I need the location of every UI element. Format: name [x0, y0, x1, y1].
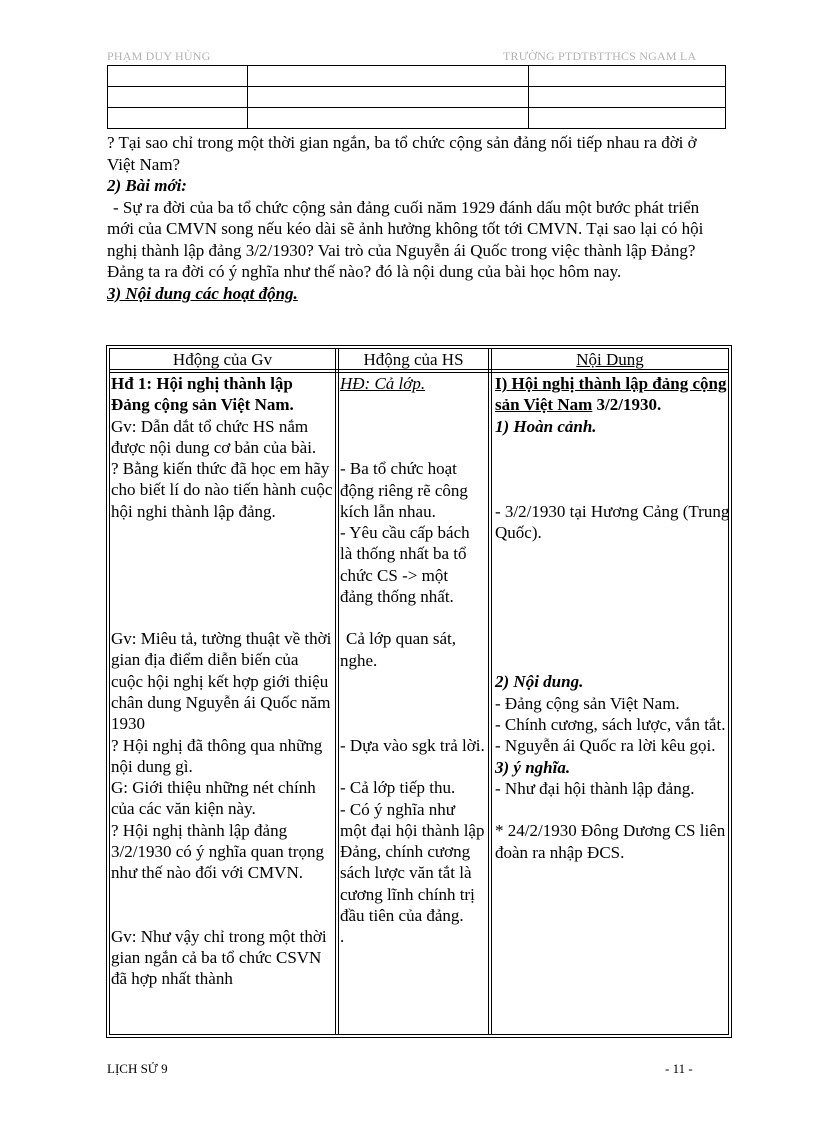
- nd-heading-context: 1) Hoàn cảnh.: [495, 416, 597, 436]
- nd-text: * 24/2/1930 Đông Dương CS liên đoàn ra nhập ĐCS.: [495, 821, 726, 862]
- nd-title-main: I) Hội nghị thành lập đảng cộng sản Việt Nam: [495, 374, 727, 415]
- section-new-lesson-title: 2) Bài mới:: [107, 176, 187, 195]
- column-divider: [488, 348, 492, 1035]
- section-new-lesson-text: - Sự ra đời của ba tổ chức cộng sản đảng cuối năm 1929 đánh dấu một bước phát triển mới của CMVN song nếu kéo dài sẽ ảnh hưởng không tốt tới CMVN. Tại sao lại có hội nghị thành lập đảng 3/2/1930? Vai trò của Nguyễn ái Quốc trong việc thành lập Đảng? Đảng ta ra đời có ý nghĩa như thế nào? đó là nội dung của bài học hôm nay.: [107, 197, 704, 281]
- table-cell: [108, 66, 248, 87]
- header-gv: Hđộng của Gv: [172, 350, 273, 369]
- nd-text: - 3/2/1930 tại Hương Cảng (Trung Quốc).: [495, 501, 730, 543]
- hs-text: .: [340, 927, 345, 947]
- hs-text: Cả lớp quan sát, nghe.: [340, 629, 457, 670]
- table-cell: [529, 87, 726, 108]
- nd-text: - Đảng cộng sản Việt Nam.: [495, 693, 680, 713]
- nd-text: - Nguyễn ái Quốc ra lời kêu gọi.: [495, 736, 716, 756]
- hs-text: - Dựa vào sgk trả lời.: [340, 735, 485, 755]
- activities-table: [106, 345, 732, 1038]
- gv-text: ? Hội nghị thành lập đảng 3/2/1930 có ý nghĩa quan trọng như thế nào đối với CMVN.: [111, 820, 324, 883]
- nd-heading-content: 2) Nội dung.: [495, 672, 584, 692]
- gv-activity-title: Hđ 1: Hội nghị thành lập Đảng cộng sản Việt Nam.: [111, 374, 294, 415]
- intro-question: ? Tại sao chỉ trong một thời gian ngắn, ba tổ chức cộng sản đảng nối tiếp nhau ra đời ở Việt Nam?: [107, 133, 697, 174]
- column-gv: [111, 373, 334, 990]
- hs-text: - Ba tổ chức hoạt động riêng rẽ công kích lẫn nhau.: [340, 459, 468, 521]
- table-cell: [108, 108, 248, 129]
- table-cell: [108, 87, 248, 108]
- hs-text: - Có ý nghĩa như một đại hội thành lập Đảng, chính cương sách lược văn tắt là cương lĩnh chính trị đầu tiên của đảng.: [340, 799, 485, 926]
- gv-text: G: Giới thiệu những nét chính của các văn kiện này.: [111, 778, 316, 819]
- column-divider: [335, 348, 339, 1035]
- hs-text: - Cả lớp tiếp thu.: [340, 778, 456, 798]
- column-noi-dung: [495, 373, 731, 863]
- gv-text: ? Hội nghị đã thông qua những nội dung gì.: [111, 735, 323, 776]
- footer-page-number: - 11 -: [665, 1061, 693, 1076]
- gv-text: Gv: Dẫn dắt tổ chức HS nắm được nội dung cơ bản của bài.: [111, 416, 317, 457]
- footer-subject: LỊCH SỬ 9: [107, 1061, 168, 1076]
- table-row: [108, 87, 726, 108]
- table-row: [108, 108, 726, 129]
- nd-heading-significance: 3) ý nghĩa.: [495, 757, 571, 777]
- hs-text: - Yêu cầu cấp bách là thống nhất ba tổ chức CS -> một đảng thống nhất.: [340, 523, 470, 607]
- gv-text: ? Bằng kiến thức đã học em hãy cho biết lí do nào tiến hành cuộc hội nghi thành lập đảng.: [111, 459, 333, 521]
- table-cell: [248, 108, 529, 129]
- hs-activity-title: HĐ: Cả lớp.: [340, 374, 426, 393]
- header-hs: Hđộng của HS: [363, 350, 464, 369]
- gv-text: Gv: Miêu tả, tường thuật về thời gian địa điểm diễn biến của cuộc hội nghị kết hợp giới thiệu chân dung Nguyễn ái Quốc năm 1930: [111, 629, 332, 734]
- nd-text: - Như đại hội thành lập đảng.: [495, 778, 695, 798]
- column-hs: [340, 373, 485, 948]
- table-cell: [529, 108, 726, 129]
- previous-table-fragment: [107, 65, 726, 129]
- nd-section-title: [495, 373, 731, 416]
- header-author: PHẠM DUY HÙNG: [107, 49, 211, 63]
- table-row: [108, 66, 726, 87]
- intro-section: [107, 132, 727, 304]
- header-noi-dung: Nội Dung: [576, 350, 644, 369]
- section-activities-title: 3) Nội dung các hoạt động.: [107, 283, 298, 303]
- gv-text: Gv: Như vậy chỉ trong một thời gian ngắn cả ba tổ chức CSVN đã hợp nhất thành: [111, 926, 327, 989]
- table-cell: [529, 66, 726, 87]
- nd-title-date: 3/2/1930.: [592, 395, 662, 415]
- table-cell: [248, 87, 529, 108]
- nd-text: - Chính cương, sách lược, vắn tắt.: [495, 715, 726, 735]
- header-school: TRƯỜNG PTDTBTTHCS NGAM LA: [503, 49, 697, 63]
- table-cell: [248, 66, 529, 87]
